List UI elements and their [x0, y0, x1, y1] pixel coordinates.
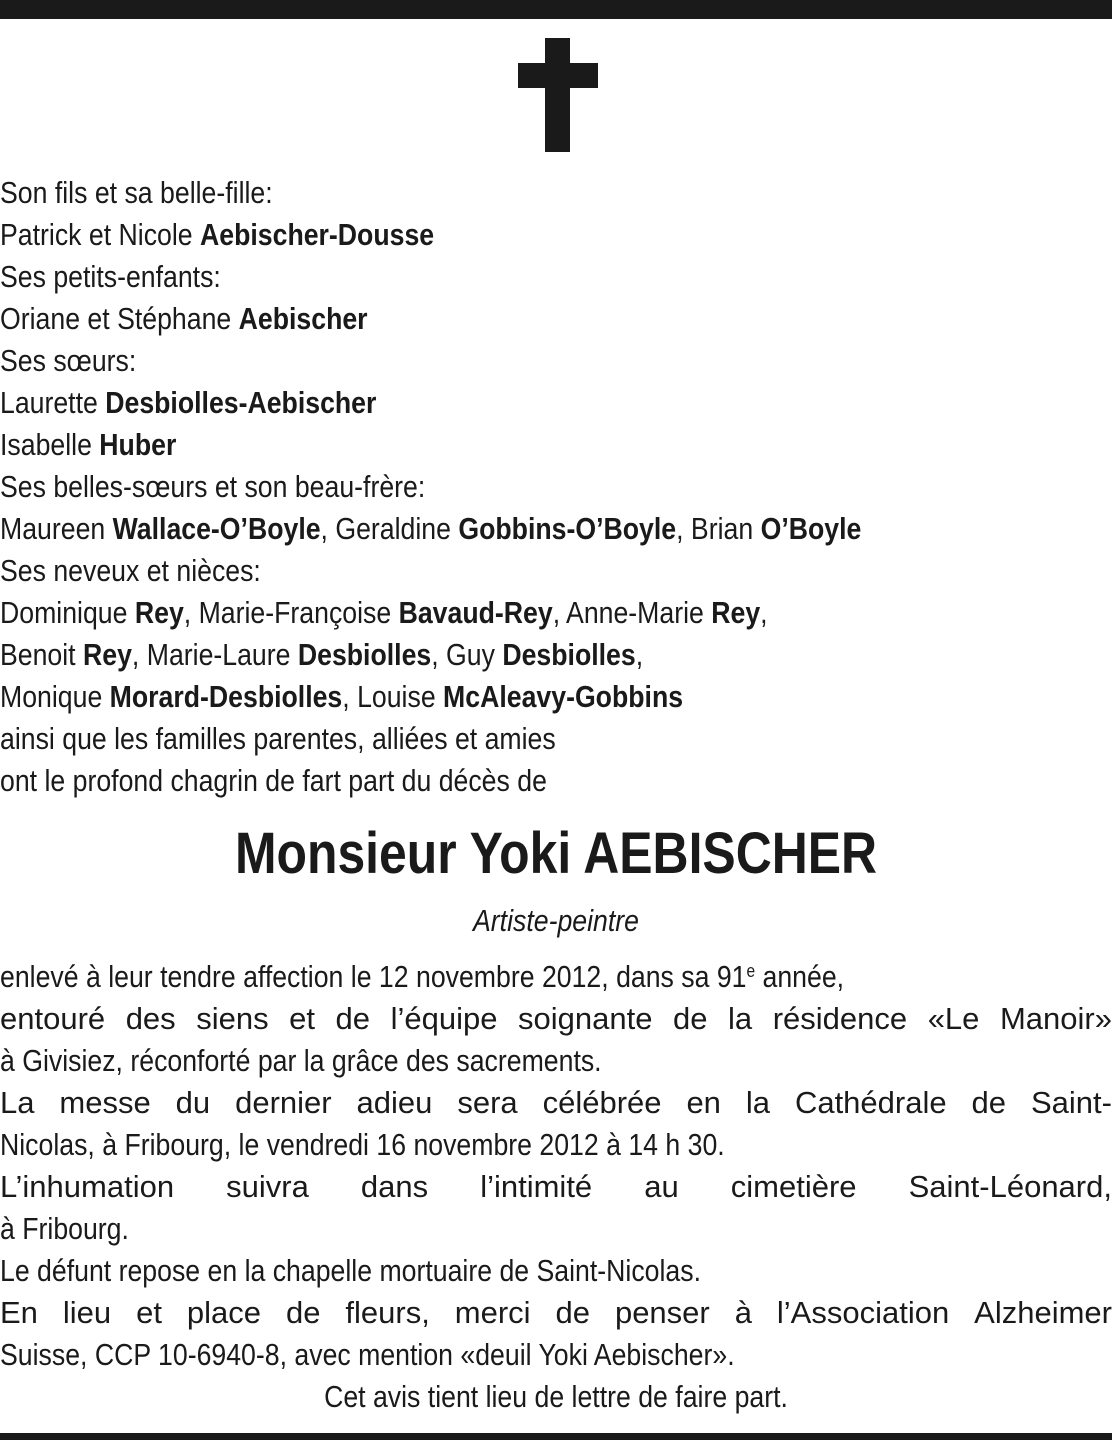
family-text: , Marie-Laure — [131, 637, 298, 672]
family-surname: Rey — [134, 595, 184, 630]
family-text: Ses belles-sœurs et son beau-frère: — [0, 469, 426, 504]
family-surname: Rey — [711, 595, 761, 630]
word: adieu — [356, 1085, 433, 1120]
word: l’équipe — [390, 1001, 498, 1036]
word: au — [644, 1169, 679, 1204]
family-text: Ses sœurs: — [0, 343, 137, 378]
word: et — [289, 1001, 315, 1036]
word: soignante — [518, 1001, 653, 1036]
family-text: Son fils et sa belle-fille: — [0, 175, 273, 210]
word: siens — [196, 1001, 269, 1036]
family-text: , Marie-Françoise — [183, 595, 399, 630]
family-surname: O’Boyle — [760, 511, 862, 546]
word: célébrée — [542, 1085, 662, 1120]
family-surname: Desbiolles — [502, 637, 636, 672]
family-surname: Aebischer — [238, 301, 368, 336]
bottom-border-rule — [0, 1433, 1112, 1440]
family-surname: Rey — [83, 637, 132, 672]
announcement-text — [0, 956, 1112, 1418]
family-line — [0, 676, 956, 718]
family-text: , Anne-Marie — [552, 595, 712, 630]
word: Saint- — [1030, 1085, 1112, 1120]
word: et — [136, 1295, 162, 1330]
family-text: ont le profond chagrin de fart part du décès de — [0, 763, 547, 798]
death-line-end: année, — [755, 959, 845, 994]
word: Saint-Léonard, — [908, 1169, 1112, 1204]
family-line — [0, 718, 956, 760]
family-line — [0, 634, 956, 676]
announcement-line: Le défunt repose en la chapelle mortuaire de Saint-Nicolas. — [0, 1253, 701, 1288]
word: cimetière — [730, 1169, 857, 1204]
word: suivra — [226, 1169, 309, 1204]
family-text: Patrick et Nicole — [0, 217, 201, 252]
word: dans — [360, 1169, 429, 1204]
word: de — [335, 1001, 371, 1036]
family-line — [0, 508, 956, 550]
family-line — [0, 760, 956, 802]
word: de — [555, 1295, 590, 1330]
family-line — [0, 256, 956, 298]
word: Cathédrale — [794, 1085, 947, 1120]
family-surname: Desbiolles — [297, 637, 432, 672]
family-text: Maureen — [0, 511, 113, 546]
family-text: Ses neveux et nièces: — [0, 553, 261, 588]
word: Manoir» — [999, 1001, 1112, 1036]
word: penser — [614, 1295, 710, 1330]
family-line — [0, 424, 956, 466]
family-text: Oriane et Stéphane — [0, 301, 239, 336]
word: fleurs, — [345, 1295, 430, 1330]
family-text: , Guy — [431, 637, 503, 672]
word: messe — [59, 1085, 151, 1120]
announcement-line — [0, 1292, 1112, 1334]
word: de — [285, 1295, 321, 1330]
ordinal-suffix: e — [746, 961, 756, 981]
announcement-line: Suisse, CCP 10-6940-8, avec mention «deuil Yoki Aebischer». — [0, 1337, 735, 1372]
announcement-line — [0, 998, 1112, 1040]
word: En — [0, 1295, 38, 1330]
word: résidence — [772, 1001, 908, 1036]
family-text: , — [635, 637, 644, 672]
cross-vertical-bar — [545, 38, 570, 152]
family-line — [0, 298, 956, 340]
announcement-line: à Fribourg. — [0, 1211, 129, 1246]
family-text: Ses petits-enfants: — [0, 259, 221, 294]
announcement-line: Nicolas, à Fribourg, le vendredi 16 novembre 2012 à 14 h 30. — [0, 1127, 725, 1162]
word: place — [186, 1295, 262, 1330]
family-line — [0, 214, 956, 256]
death-line — [0, 956, 956, 998]
family-surname: Desbiolles-Aebischer — [105, 385, 377, 420]
word: de — [971, 1085, 1007, 1120]
deceased-name: Monsieur Yoki AEBISCHER — [234, 821, 878, 886]
word: entouré — [0, 1001, 106, 1036]
word: sera — [457, 1085, 518, 1120]
family-text: , — [760, 595, 768, 630]
family-text: Benoit — [0, 637, 84, 672]
family-line — [0, 172, 956, 214]
word: la — [728, 1001, 753, 1036]
top-border-rule — [0, 0, 1112, 19]
word: du — [175, 1085, 211, 1120]
family-text: , Geraldine — [320, 511, 459, 546]
announcement-line — [0, 1082, 1112, 1124]
word: dernier — [235, 1085, 332, 1120]
word: lieu — [62, 1295, 112, 1330]
cross-horizontal-bar — [518, 63, 598, 88]
announcement-line — [0, 1166, 1112, 1208]
family-surname: Huber — [99, 427, 177, 462]
word: l’Association — [776, 1295, 950, 1330]
death-line-text: enlevé à leur tendre affection le 12 novembre 2012, dans sa 91 — [0, 959, 747, 994]
word: de — [673, 1001, 708, 1036]
family-surname: Bavaud-Rey — [398, 595, 553, 630]
word: la — [745, 1085, 770, 1120]
family-text: Monique — [0, 679, 110, 714]
cross-icon — [518, 38, 598, 152]
family-text: , Louise — [342, 679, 444, 714]
family-text: Isabelle — [0, 427, 100, 462]
word: des — [125, 1001, 176, 1036]
family-list — [0, 172, 1112, 802]
word: en — [686, 1085, 721, 1120]
family-line — [0, 382, 956, 424]
family-text: , Brian — [676, 511, 761, 546]
family-surname: Gobbins-O’Boyle — [458, 511, 677, 546]
word: Alzheimer — [974, 1295, 1112, 1330]
family-line — [0, 550, 956, 592]
family-surname: Morard-Desbiolles — [109, 679, 343, 714]
family-surname: McAleavy-Gobbins — [443, 679, 684, 714]
family-text: Dominique — [0, 595, 135, 630]
word: L’inhumation — [0, 1169, 175, 1204]
word: l’intimité — [480, 1169, 593, 1204]
word: «Le — [927, 1001, 980, 1036]
closing-line: Cet avis tient lieu de lettre de faire part. — [324, 1379, 788, 1414]
deceased-profession: Artiste-peintre — [473, 903, 639, 938]
word: à — [734, 1295, 752, 1330]
family-surname: Wallace-O’Boyle — [112, 511, 321, 546]
family-text: ainsi que les familles parentes, alliées et amies — [0, 721, 556, 756]
family-line — [0, 466, 956, 508]
family-surname: Aebischer-Dousse — [200, 217, 435, 252]
word: merci — [454, 1295, 531, 1330]
announcement-line: à Givisiez, réconforté par la grâce des sacrements. — [0, 1043, 602, 1078]
word: La — [0, 1085, 35, 1120]
family-line — [0, 592, 956, 634]
family-text: Laurette — [0, 385, 106, 420]
family-line — [0, 340, 956, 382]
